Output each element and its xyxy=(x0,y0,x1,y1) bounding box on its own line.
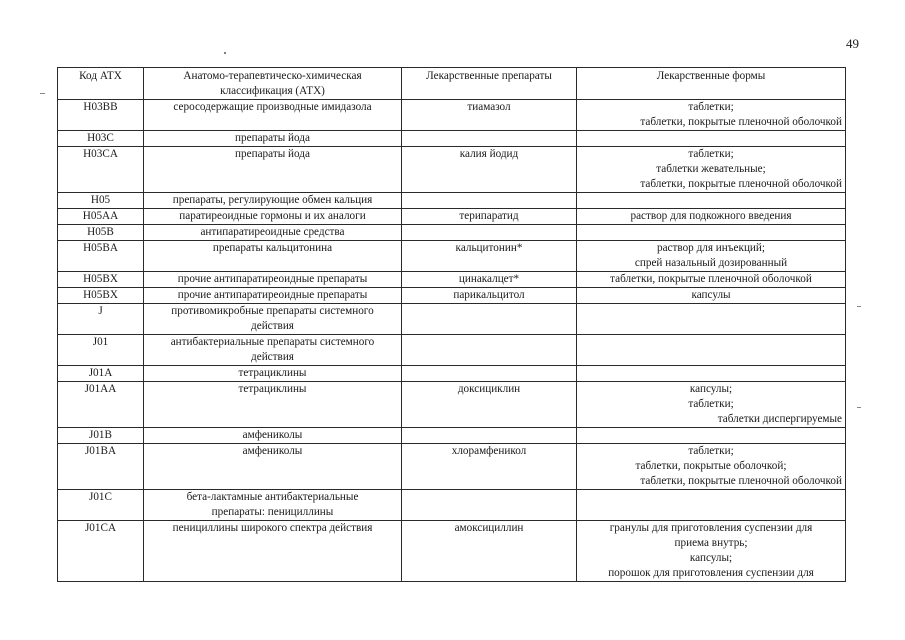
drug-name xyxy=(402,366,577,382)
dosage-form-line: раствор для инъекций; xyxy=(656,242,766,254)
drug-name xyxy=(402,225,577,241)
scan-mark-right-2 xyxy=(857,407,861,408)
header-code: Код АТХ xyxy=(58,68,144,100)
atx-code: J01C xyxy=(58,490,144,521)
page-number: 49 xyxy=(846,36,859,51)
classification-line: препараты, регулирующие обмен кальция xyxy=(172,194,373,206)
dosage-form-line: таблетки жевательные; xyxy=(656,163,766,175)
atx-classification xyxy=(144,382,402,428)
dosage-form-line: таблетки диспергируемые xyxy=(717,413,842,425)
atx-code: H03CA xyxy=(58,147,144,193)
dosage-forms xyxy=(577,366,846,382)
classification-line: прочие антипаратиреоидные препараты xyxy=(177,273,368,285)
atx-code: J xyxy=(58,304,144,335)
table-row xyxy=(58,428,846,444)
dosage-form-line: приема внутрь; xyxy=(674,537,748,549)
table-row xyxy=(58,209,846,225)
drug-name: терипаратид xyxy=(402,209,577,225)
drug-name: тиамазол xyxy=(402,100,577,131)
atx-classification xyxy=(144,335,402,366)
atx-classification xyxy=(144,444,402,490)
dosage-forms xyxy=(577,272,846,288)
dosage-form-line: таблетки, покрытые пленочной оболочкой xyxy=(640,178,842,190)
atx-classification xyxy=(144,288,402,304)
dosage-form-line: порошок для приготовления суспензии для xyxy=(608,567,814,579)
classification-line: амфениколы xyxy=(242,429,303,441)
classification-line: прочие антипаратиреоидные препараты xyxy=(177,289,368,301)
dosage-forms xyxy=(577,304,846,335)
classification-line: тетрациклины xyxy=(238,367,307,379)
table-row xyxy=(58,382,846,428)
atx-table xyxy=(57,67,846,582)
atx-code: H05 xyxy=(58,193,144,209)
atx-classification xyxy=(144,147,402,193)
drug-name: парикальцитол xyxy=(402,288,577,304)
dosage-forms xyxy=(577,444,846,490)
header-forms: Лекарственные формы xyxy=(577,68,846,100)
classification-line: паратиреоидные гормоны и их аналоги xyxy=(179,210,366,222)
scan-mark-right xyxy=(857,306,861,307)
dosage-form-line: таблетки; xyxy=(688,398,734,410)
classification-line: тетрациклины xyxy=(238,383,307,395)
drug-name xyxy=(402,304,577,335)
classification-line: антипаратиреоидные средства xyxy=(200,226,345,238)
dosage-forms xyxy=(577,100,846,131)
atx-code: H05BX xyxy=(58,272,144,288)
drug-name: хлорамфеникол xyxy=(402,444,577,490)
scan-speck xyxy=(224,52,226,54)
drug-name: амоксициллин xyxy=(402,521,577,582)
table-row xyxy=(58,366,846,382)
atx-code: H05BA xyxy=(58,241,144,272)
dosage-forms xyxy=(577,521,846,582)
table-row xyxy=(58,100,846,131)
atx-code: J01AA xyxy=(58,382,144,428)
drug-name xyxy=(402,193,577,209)
classification-line: препараты кальцитонина xyxy=(212,242,333,254)
dosage-forms xyxy=(577,241,846,272)
atx-classification xyxy=(144,209,402,225)
table-row xyxy=(58,444,846,490)
drug-name: доксициклин xyxy=(402,382,577,428)
atx-classification xyxy=(144,241,402,272)
drug-name xyxy=(402,131,577,147)
drug-name xyxy=(402,335,577,366)
dosage-forms xyxy=(577,490,846,521)
atx-code: J01B xyxy=(58,428,144,444)
dosage-forms xyxy=(577,147,846,193)
dosage-forms xyxy=(577,288,846,304)
classification-line: противомикробные препараты системного xyxy=(171,305,374,317)
dosage-form-line: капсулы xyxy=(691,289,731,301)
dosage-form-line: раствор для подкожного введения xyxy=(630,210,792,222)
header-classification: Анатомо-терапевтическо-химическая классификация (АТХ) xyxy=(144,68,402,100)
atx-classification xyxy=(144,225,402,241)
atx-code: H03BB xyxy=(58,100,144,131)
drug-name xyxy=(402,490,577,521)
classification-line: бета-лактамные антибактериальные xyxy=(186,491,359,503)
dosage-form-line: спрей назальный дозированный xyxy=(634,257,788,269)
atx-code: H05BX xyxy=(58,288,144,304)
dosage-form-line: капсулы; xyxy=(689,552,733,564)
atx-classification xyxy=(144,193,402,209)
table-row xyxy=(58,288,846,304)
dosage-form-line: таблетки; xyxy=(688,101,734,113)
atx-code: J01BA xyxy=(58,444,144,490)
table-row xyxy=(58,304,846,335)
table-row xyxy=(58,490,846,521)
atx-classification xyxy=(144,521,402,582)
classification-line: препараты йода xyxy=(235,132,310,144)
dosage-form-line: таблетки, покрытые пленочной оболочкой xyxy=(640,475,842,487)
table-row xyxy=(58,193,846,209)
classification-line: амфениколы xyxy=(242,445,303,457)
atx-code: H05B xyxy=(58,225,144,241)
table-row xyxy=(58,521,846,582)
dosage-form-line: таблетки, покрытые пленочной оболочкой xyxy=(610,273,812,285)
atx-code: J01CA xyxy=(58,521,144,582)
header-drugs: Лекарственные препараты xyxy=(402,68,577,100)
drug-name: цинакалцет* xyxy=(402,272,577,288)
dosage-forms xyxy=(577,428,846,444)
classification-line: препараты: пенициллины xyxy=(211,506,334,518)
atx-classification xyxy=(144,428,402,444)
table-row xyxy=(58,272,846,288)
dosage-form-line: гранулы для приготовления суспензии для xyxy=(609,522,813,534)
atx-classification xyxy=(144,100,402,131)
classification-line: действия xyxy=(251,320,294,332)
dosage-form-line: капсулы; xyxy=(689,383,733,395)
dosage-forms xyxy=(577,335,846,366)
dosage-forms xyxy=(577,131,846,147)
classification-line: действия xyxy=(251,351,294,363)
atx-code: H03C xyxy=(58,131,144,147)
dosage-forms xyxy=(577,209,846,225)
atx-code: J01 xyxy=(58,335,144,366)
drug-name: калия йодид xyxy=(402,147,577,193)
atx-code: H05AA xyxy=(58,209,144,225)
table-row xyxy=(58,335,846,366)
dosage-form-line: таблетки; xyxy=(688,445,734,457)
atx-classification xyxy=(144,490,402,521)
dosage-form-line: таблетки, покрытые оболочкой; xyxy=(635,460,787,472)
dosage-forms xyxy=(577,382,846,428)
drug-name xyxy=(402,428,577,444)
dosage-forms xyxy=(577,193,846,209)
table-row xyxy=(58,225,846,241)
dosage-form-line: таблетки; xyxy=(688,148,734,160)
classification-line: препараты йода xyxy=(235,148,310,160)
drug-name: кальцитонин* xyxy=(402,241,577,272)
classification-line: антибактериальные препараты системного xyxy=(170,336,375,348)
classification-line: пенициллины широкого спектра действия xyxy=(172,522,373,534)
atx-classification xyxy=(144,131,402,147)
atx-classification xyxy=(144,272,402,288)
dosage-forms xyxy=(577,225,846,241)
atx-classification xyxy=(144,304,402,335)
table-row xyxy=(58,241,846,272)
table-row xyxy=(58,147,846,193)
scan-mark-left xyxy=(40,93,45,94)
classification-line: серосодержащие производные имидазола xyxy=(173,101,372,113)
table-row xyxy=(58,131,846,147)
dosage-form-line: таблетки, покрытые пленочной оболочкой xyxy=(640,116,842,128)
table-header-row xyxy=(58,68,846,100)
atx-code: J01A xyxy=(58,366,144,382)
atx-classification xyxy=(144,366,402,382)
